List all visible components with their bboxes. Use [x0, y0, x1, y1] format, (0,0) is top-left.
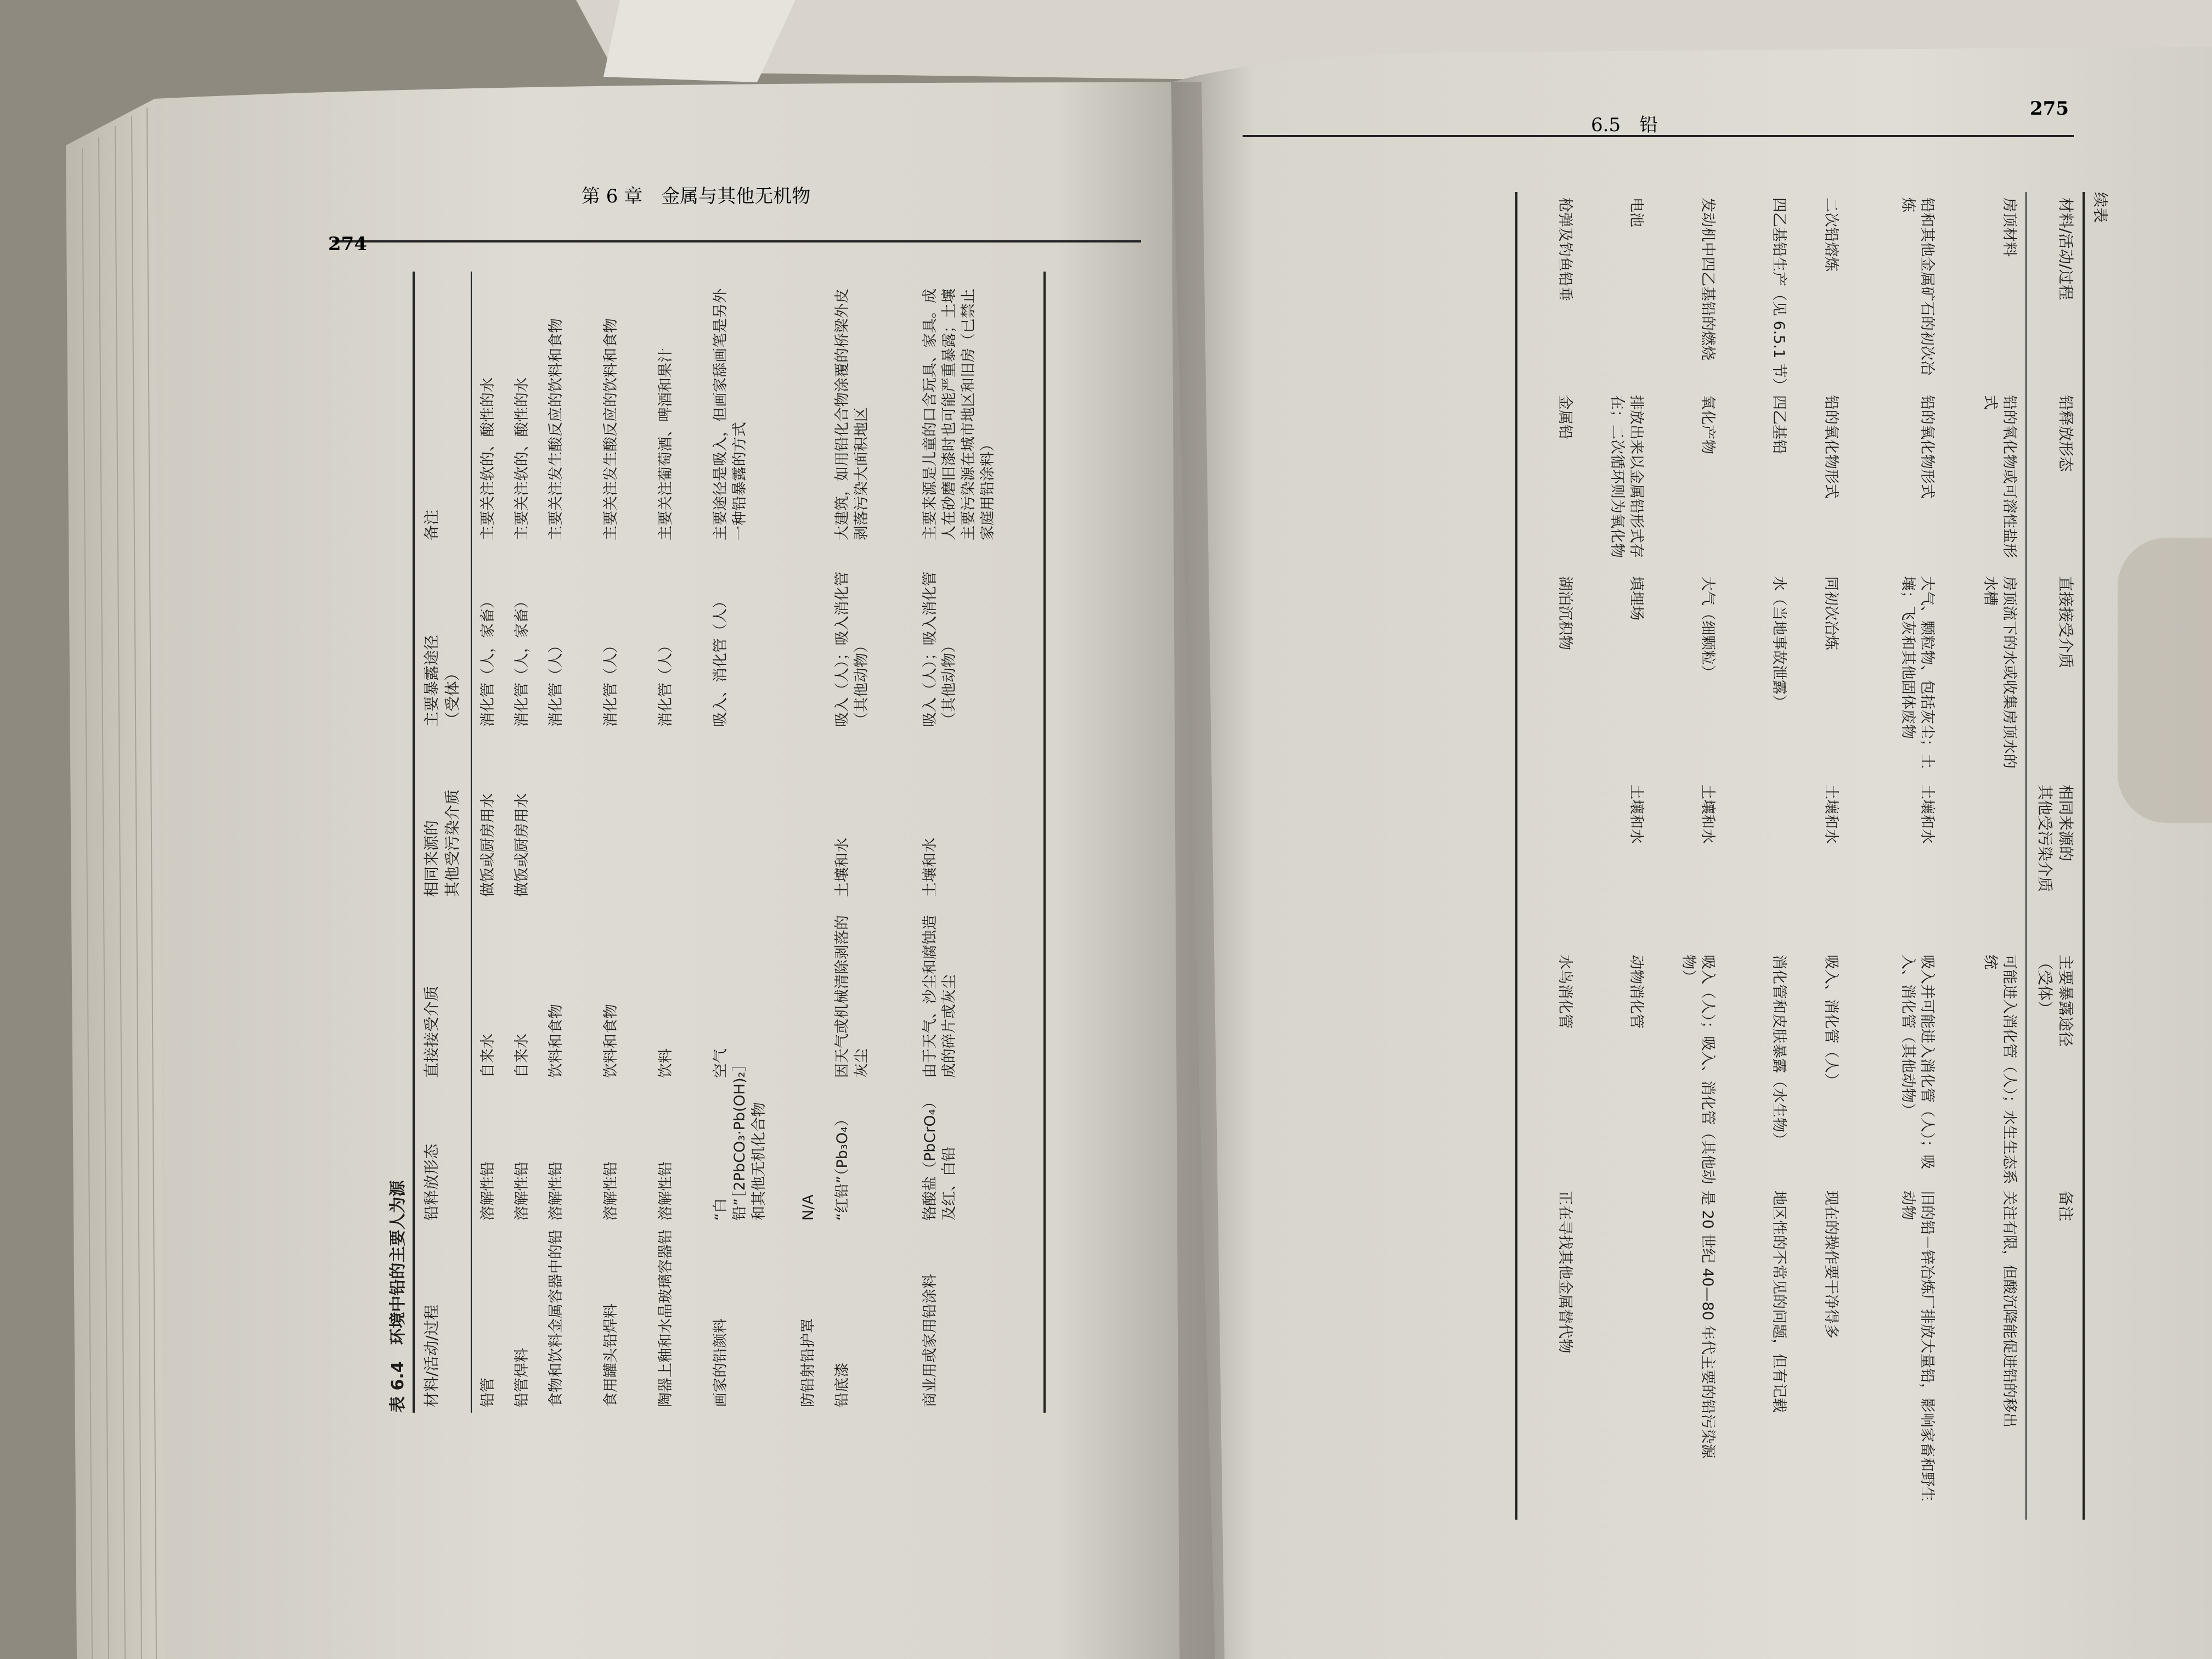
- table-cell: 房顶材料: [2001, 198, 2018, 257]
- table-cell: 铅管: [479, 1378, 496, 1407]
- table-row: [833, 272, 921, 1413]
- col-header: 主要暴露途径 （受体）: [2036, 955, 2075, 1047]
- table-cell: N/A: [800, 1194, 817, 1221]
- table-cell: 饮料和食物: [602, 1004, 619, 1078]
- table-cell: 现在的操作要干净得多: [1822, 1190, 1839, 1339]
- table-cell: 吸入（人）；吸入、消化管（其他动物）: [1680, 955, 1716, 1184]
- table-cell: 动物消化管: [1628, 955, 1645, 1029]
- table-cell: 水鸟消化管: [1556, 955, 1573, 1029]
- table-cell: 食物和饮料金属容器中的铅: [548, 1229, 565, 1407]
- col-header: 铅释放形态: [2057, 395, 2075, 472]
- table-cell: 饮料: [657, 1048, 674, 1078]
- table-cell: 电池: [1628, 198, 1645, 227]
- table-row: [546, 272, 601, 1413]
- table-cell: 可能进入消化管（人）；水生生态系统: [1982, 955, 2018, 1184]
- table-cell: 主要关注发生酸反应的饮料和食物: [548, 318, 565, 540]
- table-cell: 金属铅: [1556, 395, 1573, 439]
- table-cell: 吸入（人）；吸入消化管（其他动物）: [922, 571, 958, 727]
- table-cell: 大气、颗粒物、包括灰尘；土壤；飞灰和其他固体废物: [1899, 576, 1936, 769]
- table-cell: 主要关注发生酸反应的饮料和食物: [602, 318, 619, 540]
- col-header: 材料/活动/过程: [422, 1305, 441, 1407]
- table-cell: 土壤和水: [1628, 785, 1645, 844]
- table-cell: 吸入、消化管（人）: [1822, 955, 1839, 1088]
- table-cell: 铅底漆: [834, 1363, 851, 1407]
- table-cell: 商业用或家用铅涂料: [922, 1274, 939, 1407]
- table-cell: 土壤和水: [1918, 785, 1936, 844]
- table-continued-label: 续表: [2091, 192, 2109, 223]
- table-cell: 地区性的不常见的问题，但有记载: [1770, 1190, 1787, 1413]
- table-cell: 是 20 世纪 40—80 年代主要的铅污染源: [1699, 1190, 1716, 1459]
- table-cell: 吸入并可能进入消化管（人）；吸入、消化管（其他动物）: [1899, 955, 1936, 1170]
- col-header: 相同来源的 其他受污染介质: [2036, 785, 2075, 893]
- table-row: [921, 272, 1041, 1413]
- table-cell: 土壤和水: [922, 838, 939, 897]
- table-cell: 消化管（人）: [548, 638, 565, 727]
- table-cell: 自来水: [479, 1034, 496, 1078]
- table-row: [601, 272, 656, 1413]
- table-row: [1937, 192, 2019, 1520]
- table-header-row: [2032, 192, 2076, 1520]
- table-title-left: 表 6.4 环境中铅的主要人为源: [388, 1180, 408, 1413]
- table-cell: 铅的氧化物或可溶性盐形式: [1982, 395, 2018, 558]
- col-header: 备注: [2057, 1190, 2075, 1222]
- table-cell: 主要关注软的、酸性的水: [479, 377, 496, 540]
- table-cell: 溶解性铅: [548, 1161, 565, 1221]
- table-cell: 陶器上釉和水晶玻璃容器铅: [657, 1229, 674, 1407]
- table-cell: 房顶流下的水或收集房顶水的水槽: [1982, 576, 2018, 769]
- table-cell: 因天气或机械清除剥落的灰尘: [834, 915, 870, 1078]
- table-cell: 溶解性铅: [514, 1161, 531, 1221]
- col-header: 直接接受介质: [2057, 576, 2075, 669]
- table-cell: 消化管（人）: [657, 638, 674, 727]
- table-row: [478, 272, 512, 1413]
- table-cell: 大建筑，如用铅化合物涂覆的桥梁外皮剥落污染大面积地区: [834, 289, 870, 540]
- table-header-rule: [2025, 192, 2027, 1520]
- table-cell: 水（当地事故泄露）: [1770, 576, 1787, 709]
- table-cell: 氧化产物: [1699, 395, 1716, 454]
- col-header: 铅释放形态: [422, 1143, 441, 1221]
- table-cell: 溶解性铅: [657, 1161, 674, 1221]
- running-head-left: 第 6 章 金属与其他无机物: [582, 185, 811, 207]
- table-cell: 防铅射铅护罩: [800, 1318, 817, 1407]
- table-cell: 土壤和水: [1699, 785, 1716, 844]
- table-cell: 消化管和皮肤暴露（水生物）: [1770, 955, 1787, 1147]
- table-cell: “红铅”（Pb₃O₄）: [834, 1111, 851, 1221]
- col-header: 直接接受介质: [422, 985, 441, 1078]
- table-cell: 正在寻找其他金属替代物: [1556, 1190, 1573, 1353]
- table-row: [1717, 192, 1788, 1520]
- table-cell: 枪弹及钓鱼铅垂: [1556, 198, 1573, 301]
- table-cell: 铬酸盐（PbCrO₄）及红、白铅: [922, 1094, 958, 1221]
- table-row: [1575, 192, 1646, 1520]
- col-header: 主要暴露途径 （受体）: [422, 634, 461, 727]
- table-cell: 湖泊沉积物: [1556, 576, 1573, 650]
- table-cell: “白铅”［2PbCO₃·Pb(OH)₂］和其他无机化合物: [712, 1057, 768, 1221]
- table-cell: 饮料和食物: [548, 1004, 565, 1078]
- table-cell: 溶解性铅: [602, 1161, 619, 1221]
- table-cell: 铅管焊料: [514, 1348, 531, 1407]
- table-cell: 四乙基铅: [1770, 395, 1787, 454]
- table-row: [656, 272, 711, 1413]
- table-cell: 主要关注葡萄酒、啤酒和果汁: [657, 348, 674, 540]
- table-top-rule: [413, 272, 415, 1413]
- table-cell: 吸入、消化管（人）: [712, 594, 729, 727]
- table-row: [799, 272, 833, 1413]
- table-cell: 大气（细颗粒）: [1699, 576, 1716, 680]
- table-cell: 做饭或厨房用水: [479, 793, 496, 897]
- table-bottom-rule: [1515, 192, 1517, 1520]
- table-cell: 消化管（人，家畜）: [479, 594, 496, 727]
- table-row: [1520, 192, 1575, 1520]
- col-header: 材料/活动/过程: [2057, 198, 2075, 300]
- table-cell: 填埋场: [1628, 576, 1645, 620]
- table-cell: 主要途径是吸入，但画家舔画笔是另外一种铅暴露的方式: [712, 289, 748, 540]
- page-number-left: 274: [328, 233, 367, 255]
- table-cell: 土壤和水: [1822, 785, 1839, 844]
- col-header: 相同来源的 其他受污染介质: [422, 789, 461, 897]
- table-top-rule: [2083, 192, 2085, 1520]
- table-cell: 主要来源是儿童的口含玩具、家具。成人在砂磨旧漆时也可能严重暴露；土壤主要污染源在城市地区和旧房（已禁止家庭用铅涂料）: [922, 289, 996, 540]
- table-row: [1841, 192, 1937, 1520]
- table-row: [512, 272, 546, 1413]
- table-row: [711, 272, 799, 1413]
- running-head-right: 6.5 铅: [1591, 114, 1658, 136]
- table-cell: 四乙基铅生产（见 6.5.1 节）: [1770, 198, 1787, 393]
- table-cell: 铅和其他金属矿石的初次冶炼: [1899, 198, 1936, 375]
- table-cell: 发动机中四乙基铅的燃烧: [1699, 198, 1716, 360]
- table-cell: 同初次冶炼: [1822, 576, 1839, 650]
- table-cell: 二次铅熔炼: [1822, 198, 1839, 272]
- table-header-row: [421, 272, 465, 1413]
- table-row: [1788, 192, 1841, 1520]
- table-cell: 排放出来以金属铅形式存在；二次循环则为氧化物: [1609, 395, 1645, 558]
- table-cell: 铅的氧化物形式: [1918, 395, 1936, 499]
- table-cell: 由于天气、沙尘和腐蚀造成的碎片或灰尘: [922, 915, 958, 1078]
- table-cell: 消化管（人，家畜）: [514, 594, 531, 727]
- table-row: [1646, 192, 1717, 1520]
- table-cell: 吸入（人）；吸入消化管（其他动物）: [834, 571, 870, 727]
- table-cell: 土壤和水: [834, 838, 851, 897]
- table-cell: 旧的铅－锌冶炼厂排放大量铅，影响家畜和野生动物: [1899, 1190, 1936, 1502]
- table-cell: 铅的氧化物形式: [1822, 395, 1839, 499]
- page-number-right: 275: [2030, 98, 2069, 120]
- col-header: 备注: [422, 509, 441, 540]
- table-header-rule: [471, 272, 472, 1413]
- table-cell: 主要关注软的、酸性的水: [514, 377, 531, 540]
- table-cell: 画家的铅颜料: [712, 1318, 729, 1407]
- table-cell: 关注有限，但酸沉降能促进铅的移出: [2001, 1190, 2018, 1427]
- table-cell: 空气: [712, 1048, 729, 1078]
- table-cell: 溶解性铅: [479, 1161, 496, 1221]
- table-cell: 做饭或厨房用水: [514, 793, 531, 897]
- table-cell: 消化管（人）: [602, 638, 619, 727]
- table-cell: 食用罐头铅焊料: [602, 1304, 619, 1407]
- table-cell: 自来水: [514, 1034, 531, 1078]
- table-bottom-rule: [1043, 272, 1046, 1413]
